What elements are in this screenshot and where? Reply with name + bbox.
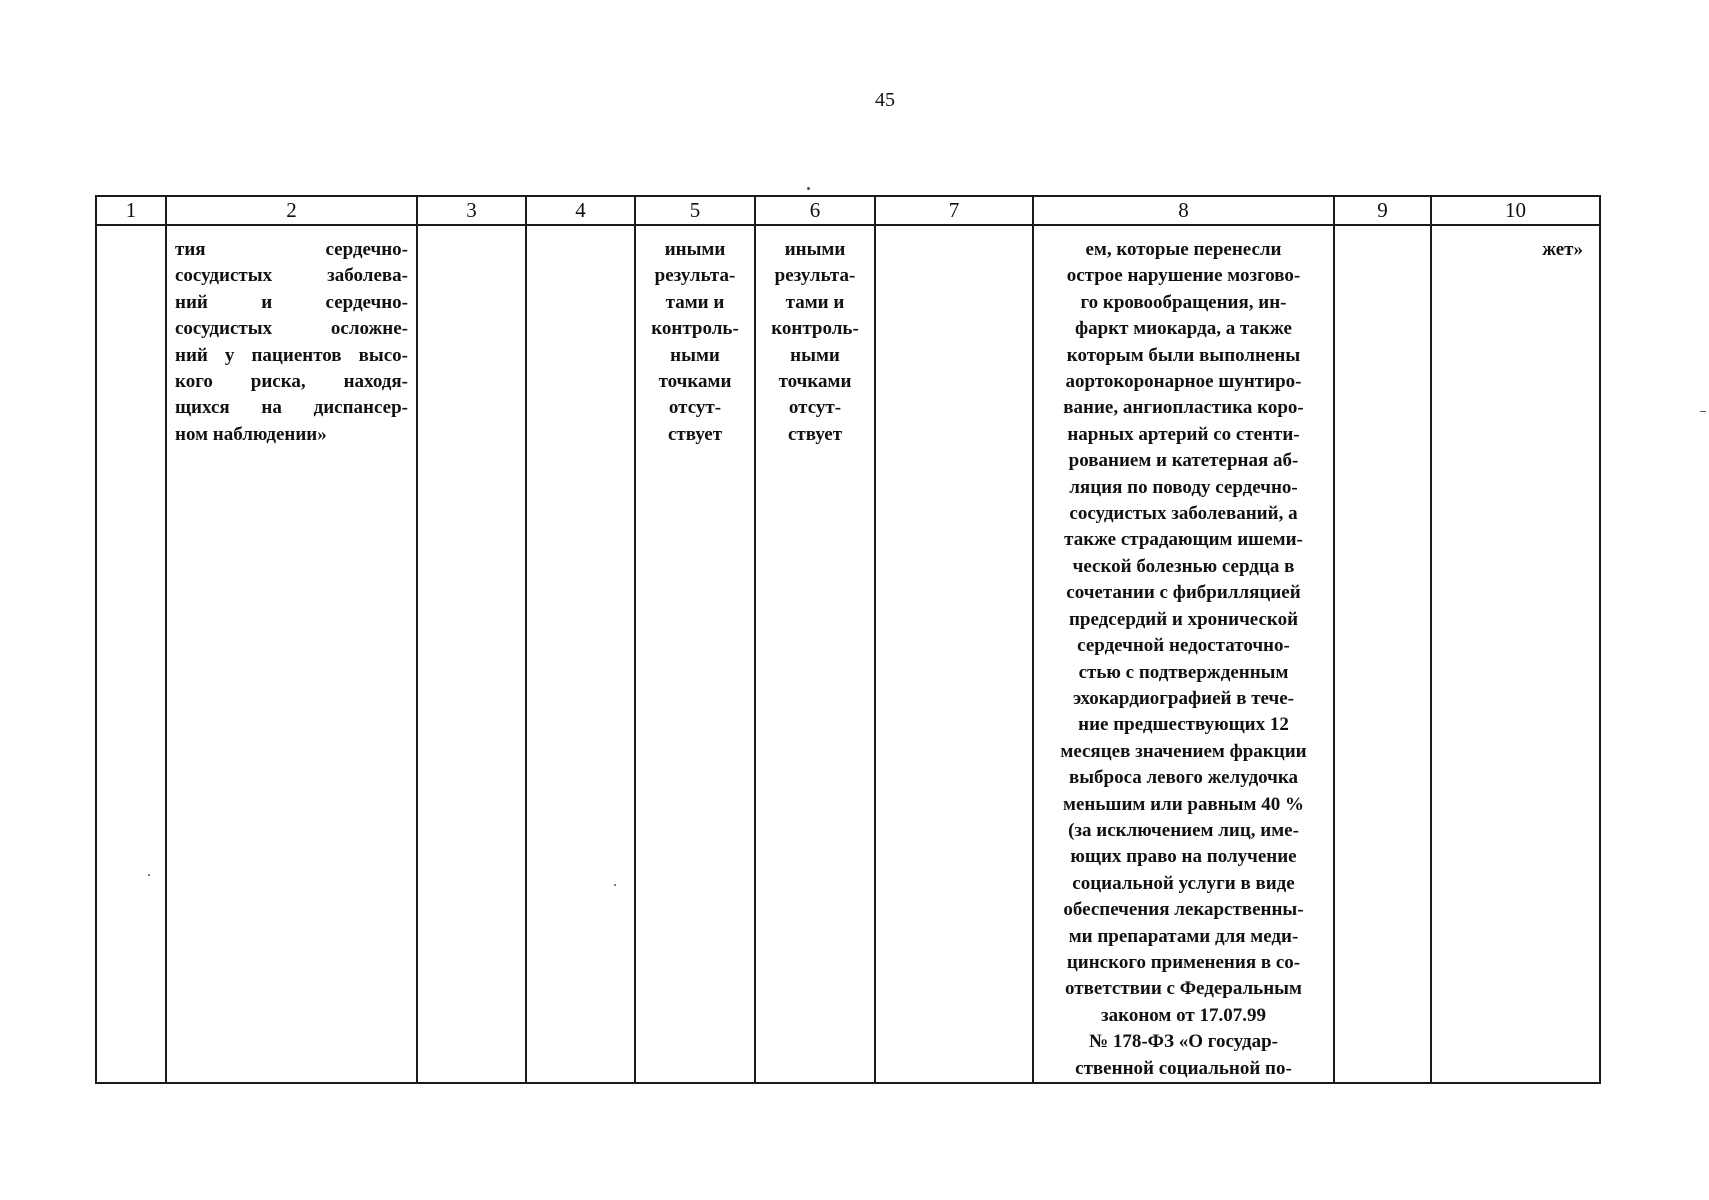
cell-col-7 — [875, 225, 1033, 1083]
column-header-4: 4 — [526, 196, 635, 225]
column-header-8: 8 — [1033, 196, 1334, 225]
header-row — [96, 196, 1600, 225]
cell-col-1 — [96, 225, 166, 1083]
text-line: тия сердечно- — [175, 239, 408, 260]
cell-col-3 — [417, 225, 526, 1083]
cell-col-5 — [635, 225, 755, 1083]
column-header-1: 1 — [96, 196, 166, 225]
column-header-5: 5 — [635, 196, 755, 225]
column-header-2: 2 — [166, 196, 417, 225]
text-line: ном наблюдении» — [175, 423, 327, 445]
cell-col-6 — [755, 225, 875, 1083]
cell-col-2-text — [167, 226, 416, 448]
cell-col-10-text: жет» — [1542, 239, 1583, 260]
text-line: кого риска, находя- — [175, 371, 408, 393]
scan-speck — [807, 187, 810, 190]
cell-col-4 — [526, 225, 635, 1083]
cell-col-10 — [1431, 225, 1600, 1083]
text-line: ний и сердечно- — [175, 291, 408, 313]
text-line: сосудистых заболева- — [175, 265, 408, 287]
text-line: сосудистых осложне- — [175, 318, 408, 340]
cell-col-6-text: иными результа- тами и контроль- ными точками отсут- ствует — [771, 239, 859, 445]
cell-col-8-text: ем, которые перенесли острое нарушение мозгово- го кровообращения, ин- фаркт миокарда, а также которым были выполнены аортокоронарное шунтиро- вание, ангиопластика коро- нарных артерий со стенти- рованием и катетерная аб- ляция по поводу сердечно- сосудистых заболеваний, а также страдающим ишеми- ческой болезнью сердца в сочетании с фибрилляцией предсердий и хронической сердечной недостаточно- стью с подтвержденным эхокардиографией в тече- ние предшествующих 12 месяцев значением фракции выброса левого желудочка меньшим или равным 40 % (за исключением лиц, име- ющих право на получение социальной услуги в виде обеспечения лекарственны- ми препаратами для меди- цинского применения в со- ответствии с Федеральным законом от 17.07.99 № 178-ФЗ «О государ- ственной социальной по- — [1060, 239, 1307, 1079]
page-number: 45 — [875, 89, 895, 111]
document-table — [95, 195, 1601, 1084]
column-header-10: 10 — [1431, 196, 1600, 225]
table-row — [96, 225, 1600, 1083]
column-header-7: 7 — [875, 196, 1033, 225]
cell-col-9 — [1334, 225, 1431, 1083]
column-header-6: 6 — [755, 196, 875, 225]
scan-speck — [1700, 411, 1706, 412]
text-line: ний у пациентов высо- — [175, 344, 408, 366]
cell-col-2 — [166, 225, 417, 1083]
cell-col-5-text: иными результа- тами и контроль- ными точками отсут- ствует — [651, 239, 739, 445]
column-header-9: 9 — [1334, 196, 1431, 225]
cell-col-8 — [1033, 225, 1334, 1083]
column-header-3: 3 — [417, 196, 526, 225]
text-line: щихся на диспансер- — [175, 397, 408, 419]
